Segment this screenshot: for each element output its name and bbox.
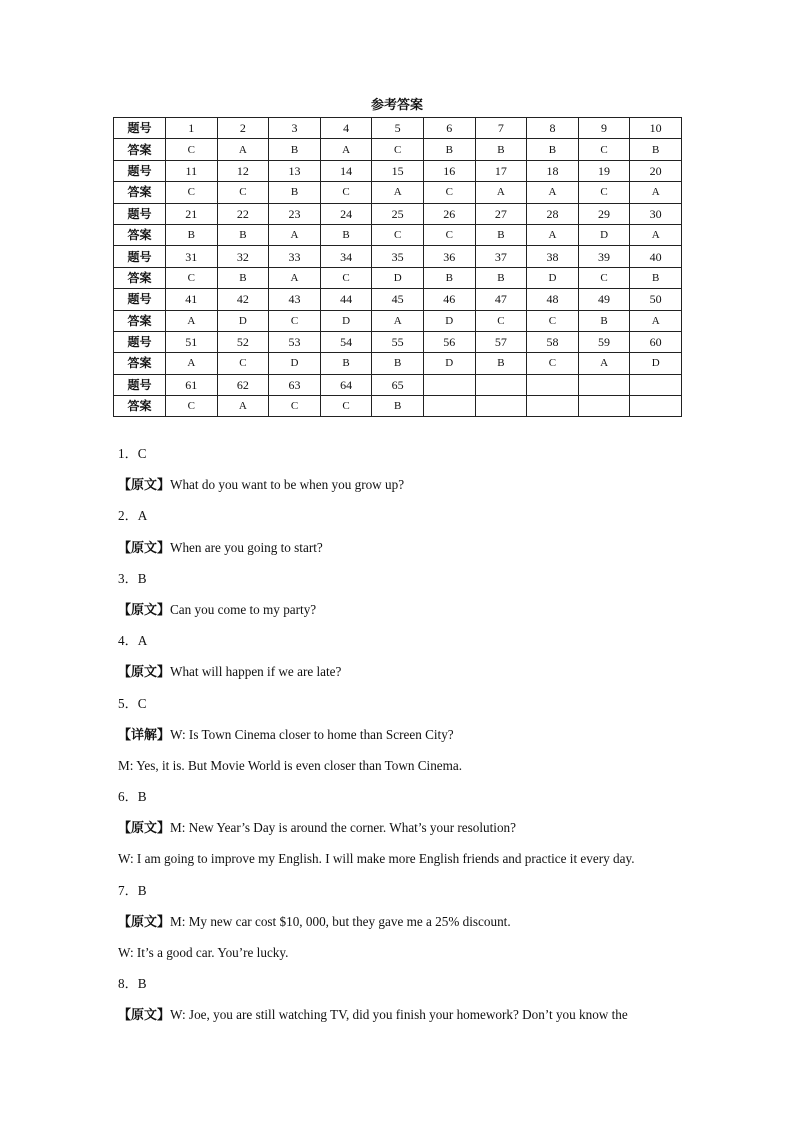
answer-cell: C xyxy=(320,267,372,288)
transcript-text: M: My new car cost $10, 000, but they gave me a 25% discount. xyxy=(170,913,511,929)
answer-item-number: 8．B xyxy=(118,976,147,992)
question-number-cell: 53 xyxy=(269,331,321,352)
question-number-cell: 31 xyxy=(166,246,218,267)
transcript-line xyxy=(118,911,718,942)
transcript-text: What will happen if we are late? xyxy=(170,664,342,680)
question-number-cell: 17 xyxy=(475,160,527,181)
question-number-label: 题号 xyxy=(114,289,166,310)
answer-cell: C xyxy=(578,182,630,203)
answer-cell xyxy=(527,396,579,417)
answer-cell: C xyxy=(320,182,372,203)
transcript-line xyxy=(118,537,718,568)
answer-row xyxy=(114,224,682,245)
answer-cell: B xyxy=(320,353,372,374)
answer-cell: D xyxy=(423,310,475,331)
transcript-text: W: Is Town Cinema closer to home than Screen City? xyxy=(170,726,454,742)
question-number-cell: 57 xyxy=(475,331,527,352)
question-number-cell: 54 xyxy=(320,331,372,352)
question-number-cell: 46 xyxy=(423,289,475,310)
question-number-cell: 25 xyxy=(372,203,424,224)
answer-cell: A xyxy=(475,182,527,203)
question-number-cell: 9 xyxy=(578,118,630,139)
transcript-text: M: New Year’s Day is around the corner. What’s your resolution? xyxy=(170,820,516,836)
question-number-cell: 43 xyxy=(269,289,321,310)
transcript-text: What do you want to be when you grow up? xyxy=(170,477,405,493)
answer-table xyxy=(113,117,682,417)
answer-label: 答案 xyxy=(114,310,166,331)
answer-cell: B xyxy=(269,139,321,160)
answer-cell: C xyxy=(527,310,579,331)
answer-row xyxy=(114,267,682,288)
answer-cell: D xyxy=(372,267,424,288)
question-number-cell: 13 xyxy=(269,160,321,181)
transcript-line xyxy=(118,599,718,630)
answer-cell: C xyxy=(578,139,630,160)
transcript-text: W: It’s a good car. You’re lucky. xyxy=(118,945,289,960)
answer-cell: B xyxy=(423,267,475,288)
answer-label: 答案 xyxy=(114,139,166,160)
answer-item-number: 4．A xyxy=(118,633,148,649)
question-number-cell: 47 xyxy=(475,289,527,310)
transcript-line xyxy=(118,755,718,786)
transcript-line xyxy=(118,661,718,692)
answer-label: 答案 xyxy=(114,396,166,417)
answer-row xyxy=(114,396,682,417)
answer-cell: B xyxy=(320,224,372,245)
question-number-cell: 60 xyxy=(630,331,682,352)
question-number-cell: 34 xyxy=(320,246,372,267)
question-number-cell: 40 xyxy=(630,246,682,267)
answer-cell: C xyxy=(578,267,630,288)
answer-cell: A xyxy=(630,182,682,203)
question-number-cell: 45 xyxy=(372,289,424,310)
answer-cell: A xyxy=(320,139,372,160)
answer-row xyxy=(114,182,682,203)
question-number-row xyxy=(114,289,682,310)
question-number-cell: 21 xyxy=(166,203,218,224)
question-number-cell: 51 xyxy=(166,331,218,352)
transcript-text: When are you going to start? xyxy=(170,539,323,555)
answer-cell: C xyxy=(423,182,475,203)
question-number-cell: 5 xyxy=(372,118,424,139)
answer-label: 答案 xyxy=(114,224,166,245)
question-number-cell: 36 xyxy=(423,246,475,267)
question-number-cell: 41 xyxy=(166,289,218,310)
answer-cell: B xyxy=(475,353,527,374)
answer-item-number: 6．B xyxy=(118,789,147,805)
answer-cell: B xyxy=(527,139,579,160)
explanations xyxy=(118,443,718,1036)
question-number-cell: 26 xyxy=(423,203,475,224)
answer-cell: B xyxy=(217,224,269,245)
transcript-tag: 【详解】 xyxy=(118,727,171,743)
answer-cell: D xyxy=(269,353,321,374)
transcript-line xyxy=(118,942,718,973)
answer-cell: C xyxy=(166,267,218,288)
page-title: 参考答案 xyxy=(370,98,423,113)
answer-cell: B xyxy=(475,267,527,288)
answer-cell: B xyxy=(578,310,630,331)
transcript-tag: 【原文】 xyxy=(118,602,171,618)
answer-cell: B xyxy=(630,139,682,160)
question-number-cell: 18 xyxy=(527,160,579,181)
question-number-cell: 6 xyxy=(423,118,475,139)
answer-item-number: 2．A xyxy=(118,508,148,524)
answer-cell: C xyxy=(423,224,475,245)
question-number-label: 题号 xyxy=(114,374,166,395)
answer-cell: C xyxy=(217,182,269,203)
answer-row xyxy=(114,353,682,374)
question-number-cell: 65 xyxy=(372,374,424,395)
question-number-cell: 58 xyxy=(527,331,579,352)
answer-cell: C xyxy=(527,353,579,374)
question-number-cell: 49 xyxy=(578,289,630,310)
question-number-cell: 11 xyxy=(166,160,218,181)
question-number-cell: 35 xyxy=(372,246,424,267)
answer-cell: A xyxy=(630,224,682,245)
question-number-row xyxy=(114,246,682,267)
question-number-label: 题号 xyxy=(114,331,166,352)
answer-cell: D xyxy=(423,353,475,374)
question-number-cell xyxy=(578,374,630,395)
answer-cell: D xyxy=(630,353,682,374)
question-number-cell: 32 xyxy=(217,246,269,267)
question-number-cell: 27 xyxy=(475,203,527,224)
transcript-tag: 【原文】 xyxy=(118,914,171,930)
answer-cell: A xyxy=(166,310,218,331)
question-number-row xyxy=(114,374,682,395)
answer-cell: B xyxy=(423,139,475,160)
question-number-cell: 23 xyxy=(269,203,321,224)
question-number-cell: 7 xyxy=(475,118,527,139)
answer-label: 答案 xyxy=(114,353,166,374)
answer-cell: B xyxy=(269,182,321,203)
answer-label: 答案 xyxy=(114,267,166,288)
question-number-cell: 59 xyxy=(578,331,630,352)
question-number-row xyxy=(114,331,682,352)
answer-cell: C xyxy=(269,310,321,331)
question-number-label: 题号 xyxy=(114,160,166,181)
question-number-cell: 38 xyxy=(527,246,579,267)
answer-cell: B xyxy=(166,224,218,245)
answer-cell: B xyxy=(217,267,269,288)
answer-cell: A xyxy=(217,396,269,417)
question-number-cell: 2 xyxy=(217,118,269,139)
answer-cell: C xyxy=(372,224,424,245)
answer-cell: C xyxy=(166,139,218,160)
question-number-cell: 8 xyxy=(527,118,579,139)
question-number-cell: 15 xyxy=(372,160,424,181)
answer-cell: B xyxy=(630,267,682,288)
question-number-cell: 50 xyxy=(630,289,682,310)
answer-cell: C xyxy=(372,139,424,160)
question-number-cell: 24 xyxy=(320,203,372,224)
question-number-cell xyxy=(475,374,527,395)
question-number-cell: 16 xyxy=(423,160,475,181)
question-number-cell xyxy=(630,374,682,395)
answer-row xyxy=(114,139,682,160)
transcript-text: W: I am going to improve my English. I will make more English friends and practice it every day. xyxy=(118,851,635,867)
question-number-cell: 55 xyxy=(372,331,424,352)
answer-cell: C xyxy=(166,396,218,417)
answer-cell: A xyxy=(217,139,269,160)
question-number-cell: 37 xyxy=(475,246,527,267)
answer-cell xyxy=(630,396,682,417)
question-number-cell: 28 xyxy=(527,203,579,224)
question-number-cell xyxy=(423,374,475,395)
question-number-cell: 29 xyxy=(578,203,630,224)
transcript-tag: 【原文】 xyxy=(118,1008,171,1024)
answer-cell: C xyxy=(217,353,269,374)
answer-item-number: 3．B xyxy=(118,570,147,586)
answer-cell: D xyxy=(527,267,579,288)
answer-cell: C xyxy=(269,396,321,417)
transcript-text: Can you come to my party? xyxy=(170,601,317,617)
question-number-row xyxy=(114,118,682,139)
answer-cell: A xyxy=(269,267,321,288)
question-number-cell: 30 xyxy=(630,203,682,224)
question-number-cell: 56 xyxy=(423,331,475,352)
question-number-cell: 44 xyxy=(320,289,372,310)
question-number-label: 题号 xyxy=(114,203,166,224)
answer-item-number: 1．C xyxy=(118,446,147,461)
question-number-cell: 52 xyxy=(217,331,269,352)
answer-cell: A xyxy=(269,224,321,245)
transcript-tag: 【原文】 xyxy=(118,478,171,494)
transcript-line xyxy=(118,474,718,505)
question-number-cell: 4 xyxy=(320,118,372,139)
answer-cell xyxy=(423,396,475,417)
answer-cell xyxy=(578,396,630,417)
question-number-cell xyxy=(527,374,579,395)
answer-cell: A xyxy=(372,310,424,331)
question-number-cell: 48 xyxy=(527,289,579,310)
question-number-cell: 14 xyxy=(320,160,372,181)
answer-cell: D xyxy=(217,310,269,331)
answer-row xyxy=(114,310,682,331)
transcript-line xyxy=(118,848,718,879)
transcript-line xyxy=(118,724,718,755)
question-number-cell: 62 xyxy=(217,374,269,395)
transcript-tag: 【原文】 xyxy=(118,665,171,681)
question-number-label: 题号 xyxy=(114,118,166,139)
question-number-row xyxy=(114,160,682,181)
question-number-cell: 64 xyxy=(320,374,372,395)
question-number-cell: 12 xyxy=(217,160,269,181)
transcript-text: M: Yes, it is. But Movie World is even closer than Town Cinema. xyxy=(118,757,463,773)
answer-cell: D xyxy=(320,310,372,331)
answer-cell: A xyxy=(527,182,579,203)
answer-cell: B xyxy=(372,396,424,417)
question-number-cell: 42 xyxy=(217,289,269,310)
answer-cell: B xyxy=(475,224,527,245)
answer-cell: B xyxy=(372,353,424,374)
question-number-cell: 1 xyxy=(166,118,218,139)
question-number-cell: 39 xyxy=(578,246,630,267)
answer-item-number: 7．B xyxy=(118,882,147,898)
question-number-cell: 19 xyxy=(578,160,630,181)
answer-cell: A xyxy=(372,182,424,203)
question-number-row xyxy=(114,203,682,224)
question-number-cell: 61 xyxy=(166,374,218,395)
answer-cell: C xyxy=(475,310,527,331)
answer-cell: A xyxy=(166,353,218,374)
answer-cell: A xyxy=(578,353,630,374)
transcript-text: W: Joe, you are still watching TV, did you finish your homework? Don’t you know the xyxy=(170,1007,628,1023)
question-number-cell: 20 xyxy=(630,160,682,181)
answer-item-number: 5．C xyxy=(118,695,147,711)
transcript-line xyxy=(118,817,718,848)
answer-cell: C xyxy=(166,182,218,203)
question-number-cell: 3 xyxy=(269,118,321,139)
answer-cell: A xyxy=(630,310,682,331)
transcript-tag: 【原文】 xyxy=(118,821,171,837)
answer-cell: B xyxy=(475,139,527,160)
question-number-cell: 22 xyxy=(217,203,269,224)
question-number-cell: 33 xyxy=(269,246,321,267)
question-number-cell: 10 xyxy=(630,118,682,139)
question-number-cell: 63 xyxy=(269,374,321,395)
answer-cell: D xyxy=(578,224,630,245)
answer-cell xyxy=(475,396,527,417)
answer-cell: C xyxy=(320,396,372,417)
answer-label: 答案 xyxy=(114,182,166,203)
transcript-tag: 【原文】 xyxy=(118,540,171,556)
question-number-label: 题号 xyxy=(114,246,166,267)
transcript-line xyxy=(118,1004,718,1035)
answer-cell: A xyxy=(527,224,579,245)
